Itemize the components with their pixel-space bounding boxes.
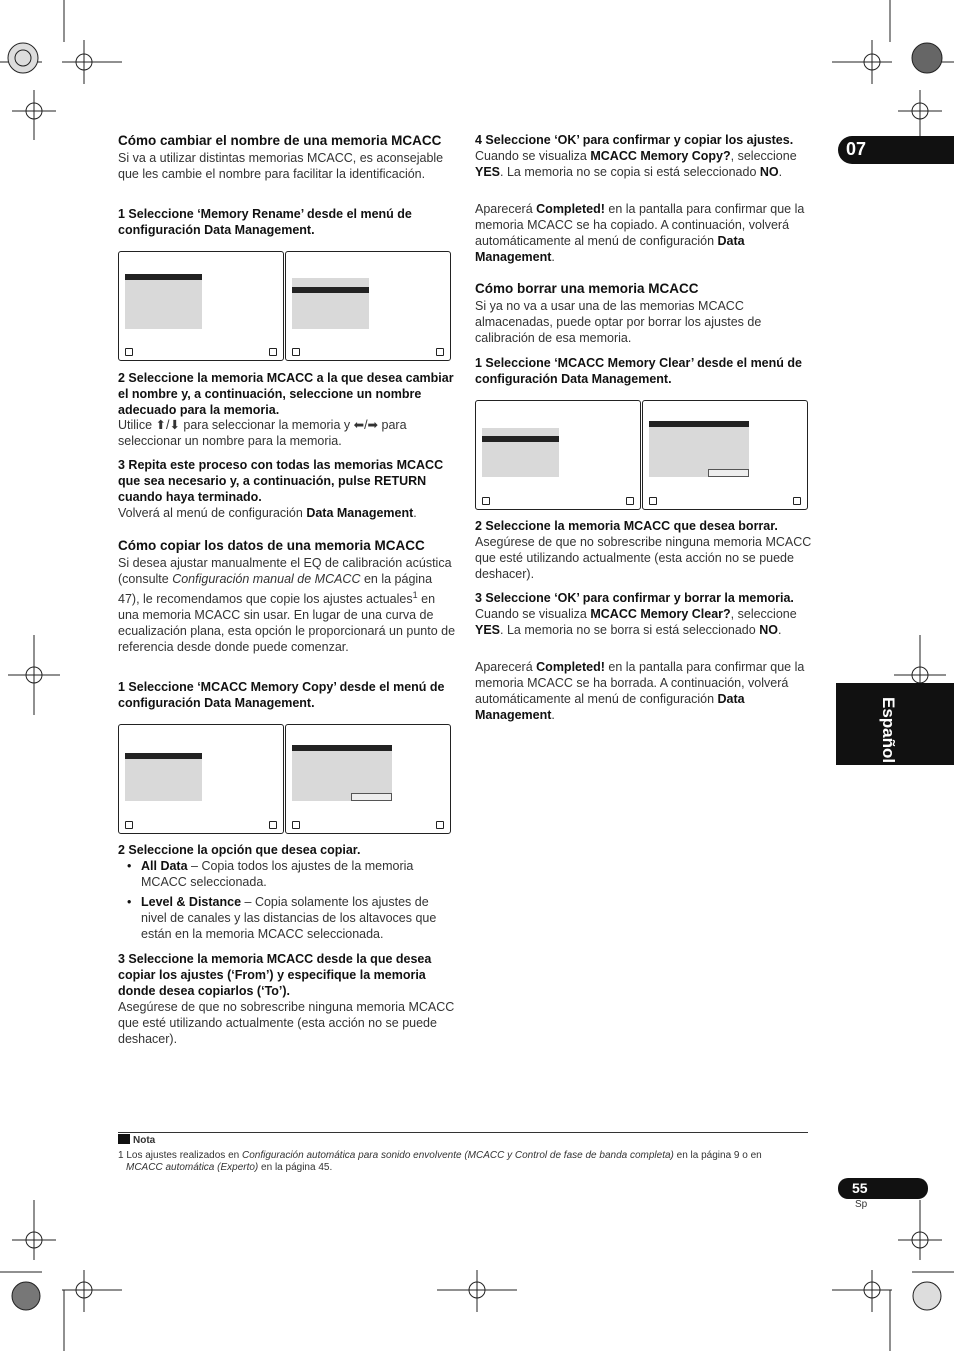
clear-heading: Cómo borrar una memoria MCACC — [475, 281, 699, 296]
rename-step-2: 2 Seleccione la memoria MCACC a la que desea cambiar el nombre y, a continuación, seleccione un nombre adecuado para la memoria. — [118, 371, 454, 417]
copy-completed: Aparecerá Completed! en la pantalla para confirmar que la memoria MCACC se ha copiado. A continuación, volverá automáticamente al menú de configuración Data Management. — [475, 202, 805, 264]
osd-screen-copy-menu — [118, 724, 284, 834]
footnote — [118, 1134, 808, 1174]
page-number-badge — [838, 1178, 928, 1199]
copy-bullet-item: • All Data – Copia todos los ajustes de la memoria MCACC seleccionada. — [141, 858, 456, 890]
rename-step-1: 1 Seleccione ‘Memory Rename’ desde el menú de configuración Data Management. — [118, 207, 412, 237]
copy-step-3: 3 Seleccione la memoria MCACC desde la que desea copiar los ajustes (‘From’) y especifique la memoria donde desea copiarlos (‘To’). — [118, 952, 432, 998]
note-text: 1 Los ajustes realizados en Configuración automática para sonido envolvente (MCACC y Control de fase de banda completa) en la página 9 o en MCACC automática (Experto) en la página 45. — [118, 1150, 762, 1173]
page-lang: Sp — [855, 1199, 868, 1210]
clear-completed: Aparecerá Completed! en la pantalla para confirmar que la memoria MCACC se ha borrada. A continuación, volverá automáticamente al menú de configuración Data Management. — [475, 660, 805, 722]
copy-step-3-body: Asegúrese de que no sobrescribe ninguna memoria MCACC que esté utilizando actualmente (esta acción no se puede deshacer). — [118, 1000, 455, 1046]
rename-step-3-body: Volverá al menú de configuración Data Management. — [118, 506, 417, 520]
page-number: 55 — [852, 1180, 868, 1196]
osd-screen-clear-select — [642, 400, 808, 510]
clear-step-3: 3 Seleccione ‘OK’ para confirmar y borrar la memoria. — [475, 591, 794, 605]
footnote-rule — [118, 1132, 808, 1133]
copy-heading: Cómo copiar los datos de una memoria MCACC — [118, 538, 425, 553]
copy-step-4: 4 Seleccione ‘OK’ para confirmar y copiar los ajustes. — [475, 133, 794, 147]
osd-screen-rename-menu — [118, 251, 284, 361]
note-label: Nota — [118, 1134, 808, 1147]
note-icon — [118, 1134, 130, 1144]
copy-intro: Si desea ajustar manualmente el EQ de calibración acústica (consulte Configuración manual de MCACC en la página 47), le recomendamos que copie los ajustes actuales$^1$ en una memoria MCACC sin usar. En lugar de una curva de ecualización plana, esta opción le proporcionará un punto de referencia desde donde puede comenzar. — [118, 556, 456, 655]
copy-step-1: 1 Seleccione ‘MCACC Memory Copy’ desde el menú de configuración Data Management. — [118, 680, 445, 710]
rename-step-2-body: Utilice ⬆/⬇ para seleccionar la memoria y ⬅/➡ para seleccionar un nombre para la memoria. — [118, 418, 407, 448]
clear-step-3-body: Cuando se visualiza MCACC Memory Clear?, seleccione YES. La memoria no se borra si está seleccionado NO. — [475, 607, 797, 637]
rename-heading: Cómo cambiar el nombre de una memoria MCACC — [118, 133, 442, 148]
chapter-number: 07 — [846, 139, 867, 159]
copy-bullets — [118, 858, 456, 942]
clear-step-2: 2 Seleccione la memoria MCACC que desea borrar. — [475, 519, 778, 533]
rename-step-3: 3 Repita este proceso con todas las memorias MCACC que sea necesario y, a continuación, pulse RETURN cuando haya terminado. — [118, 458, 444, 504]
osd-screen-clear-menu — [475, 400, 641, 510]
language-side-tab — [836, 683, 954, 765]
copy-step-4-body: Cuando se visualiza MCACC Memory Copy?, seleccione YES. La memoria no se copia si está seleccionado NO. — [475, 149, 797, 179]
chapter-tab — [838, 136, 954, 164]
osd-screen-rename-select — [285, 251, 451, 361]
rename-intro: Si va a utilizar distintas memorias MCACC, es aconsejable que les cambie el nombre para facilitar la identificación. — [118, 151, 444, 181]
clear-step-2-body: Asegúrese de que no sobrescribe ninguna memoria MCACC que esté utilizando actualmente (esta acción no se puede deshacer). — [475, 535, 812, 581]
clear-step-1: 1 Seleccione ‘MCACC Memory Clear’ desde el menú de configuración Data Management. — [475, 356, 802, 386]
copy-bullet-item: • Level & Distance – Copia solamente los ajustes de nivel de canales y las distancias de los altavoces que están en la memoria MCACC seleccionada. — [141, 894, 456, 942]
copy-step-2: 2 Seleccione la opción que desea copiar. — [118, 843, 361, 857]
osd-screen-copy-select — [285, 724, 451, 834]
clear-intro: Si ya no va a usar una de las memorias MCACC almacenadas, puede optar por borrar los ajustes de calibración de esa memoria. — [475, 299, 762, 345]
language-label: Español — [879, 697, 898, 764]
